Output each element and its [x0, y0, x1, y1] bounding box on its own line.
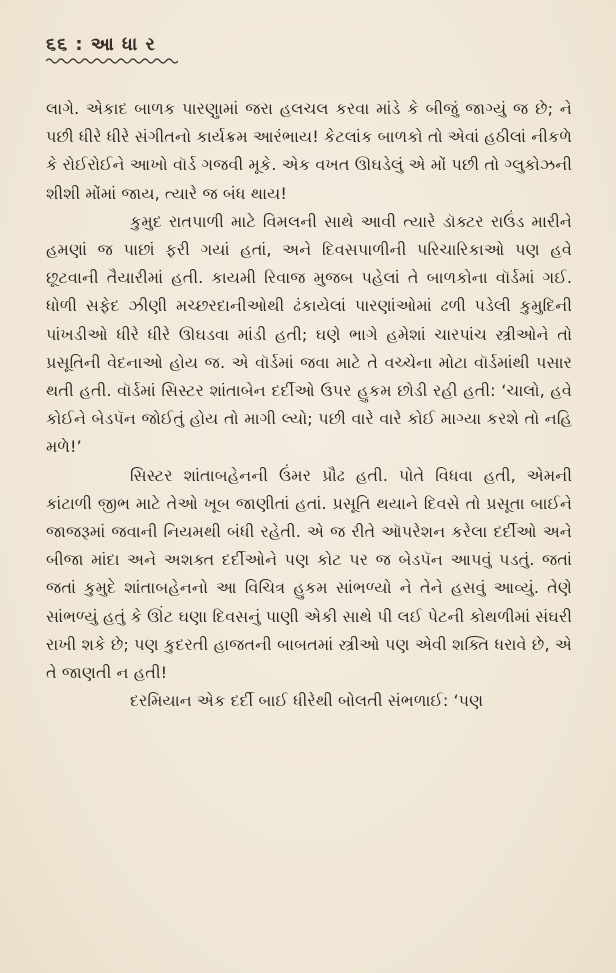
- paragraph-3: સિસ્ટર શાંતાબહેનની ઉંમર પ્રૌઢ હતી. પોતે વિધવા હતી, એમની કાંટાળી જીભ માટે તેઓ ખૂબ જાણીતાં હતાં. પ્રસૂતિ થયાને દિવસે તો પ્રસૂતા બાઈને જાજરૂમાં જવાની નિયમથી બંધી રહેતી. એ જ રીતે ઑપરેશન કરેલા દર્દીઓ અને બીજા માંદા અને અશક્ત દર્દીઓને પણ કોટ પર જ બેડપૅન આપવું પડતું. જતાં જતાં કુમુદે શાંતાબહેનનો આ વિચિત્ર હુકમ સાંભળ્યો ને તેને હસવું આવ્યું. તેણે સાંભળ્યું હતું કે ઊંટ ઘણા દિવસનું પાણી એકી સાથે પી લઈ પેટની કોથળીમાં સંઘરી રાખી શકે છે; પણ કુદરતી હાજતની બાબતમાં સ્ત્રીઓ પણ એવી શક્તિ ધરાવે છે, એ તે જાણતી ન હતી!: [46, 465, 572, 683]
- paragraph-2: કુમુદ રાતપાળી માટે વિમલની સાથે આવી ત્યારે ડૉક્ટર રાઉંડ મારીને હમણાં જ પાછાં ફરી ગયાં હતાં, અને દિવસપાળીની પરિચારિકાઓ પણ હવે છૂટવાની તૈયારીમાં હતી. કાયમી રિવાજ મુજબ પહેલાં તે બાળકોના વૉર્ડમાં ગઈ. ધોળી સફેદ ઝીણી મચ્છરદાનીઓથી ઢંકાયેલાં પારણાંઓમાં ઢળી પડેલી કુમુદિની પાંખડીઓ ધીરે ધીરે ઊઘડવા માંડી હતી; ઘણે ભાગે હમેશાં ચારપાંચ સ્ત્રીઓને તો પ્રસૂતિની વેદનાઓ હોય જ. એ વૉર્ડમાં જવા માટે તે વચ્ચેના મોટા વૉર્ડમાંથી પસાર થતી હતી. વૉર્ડમાં સિસ્ટર શાંતાબેન દર્દીઓ ઉપર હુકમ છોડી રહી હતી: ‘ચાલો, હવે કોઈને બેડપૅન જોઈતું હોય તો માગી લ્યો; પછી વારે વારે કોઈ માગ્યા કરશે તો નહિ મળે!’: [46, 211, 572, 457]
- paragraph-1: લાગે. એકાદ બાળક પારણુામાં જરા હલચલ કરવા માંડે કે બીજું જાગ્યું જ છે; ને પછી ધીરે ધીરે સંગીતનો કાર્યક્રમ આરંભાય! કેટલાંક બાળકો તો એવાં હઠીલાં નીકળે કે રોઈરોઈને આખો વૉર્ડ ગજવી મૂકે. એક વખત ઊઘડેલું એ મોં પછી તો ગ્લુકોઝની શીશી મોંમાં જાય, ત્યારે જ બંધ થાય!: [46, 99, 572, 203]
- running-header: ૬૬ : આ ધા ર: [46, 34, 156, 55]
- paragraph-4: દરમિયાન એક દર્દી બાઈ ધીરેથી બોલતી સંભળાઈ: ‘પણ: [130, 691, 484, 711]
- body-text: [46, 95, 572, 715]
- decorative-wavy-rule: [46, 57, 178, 65]
